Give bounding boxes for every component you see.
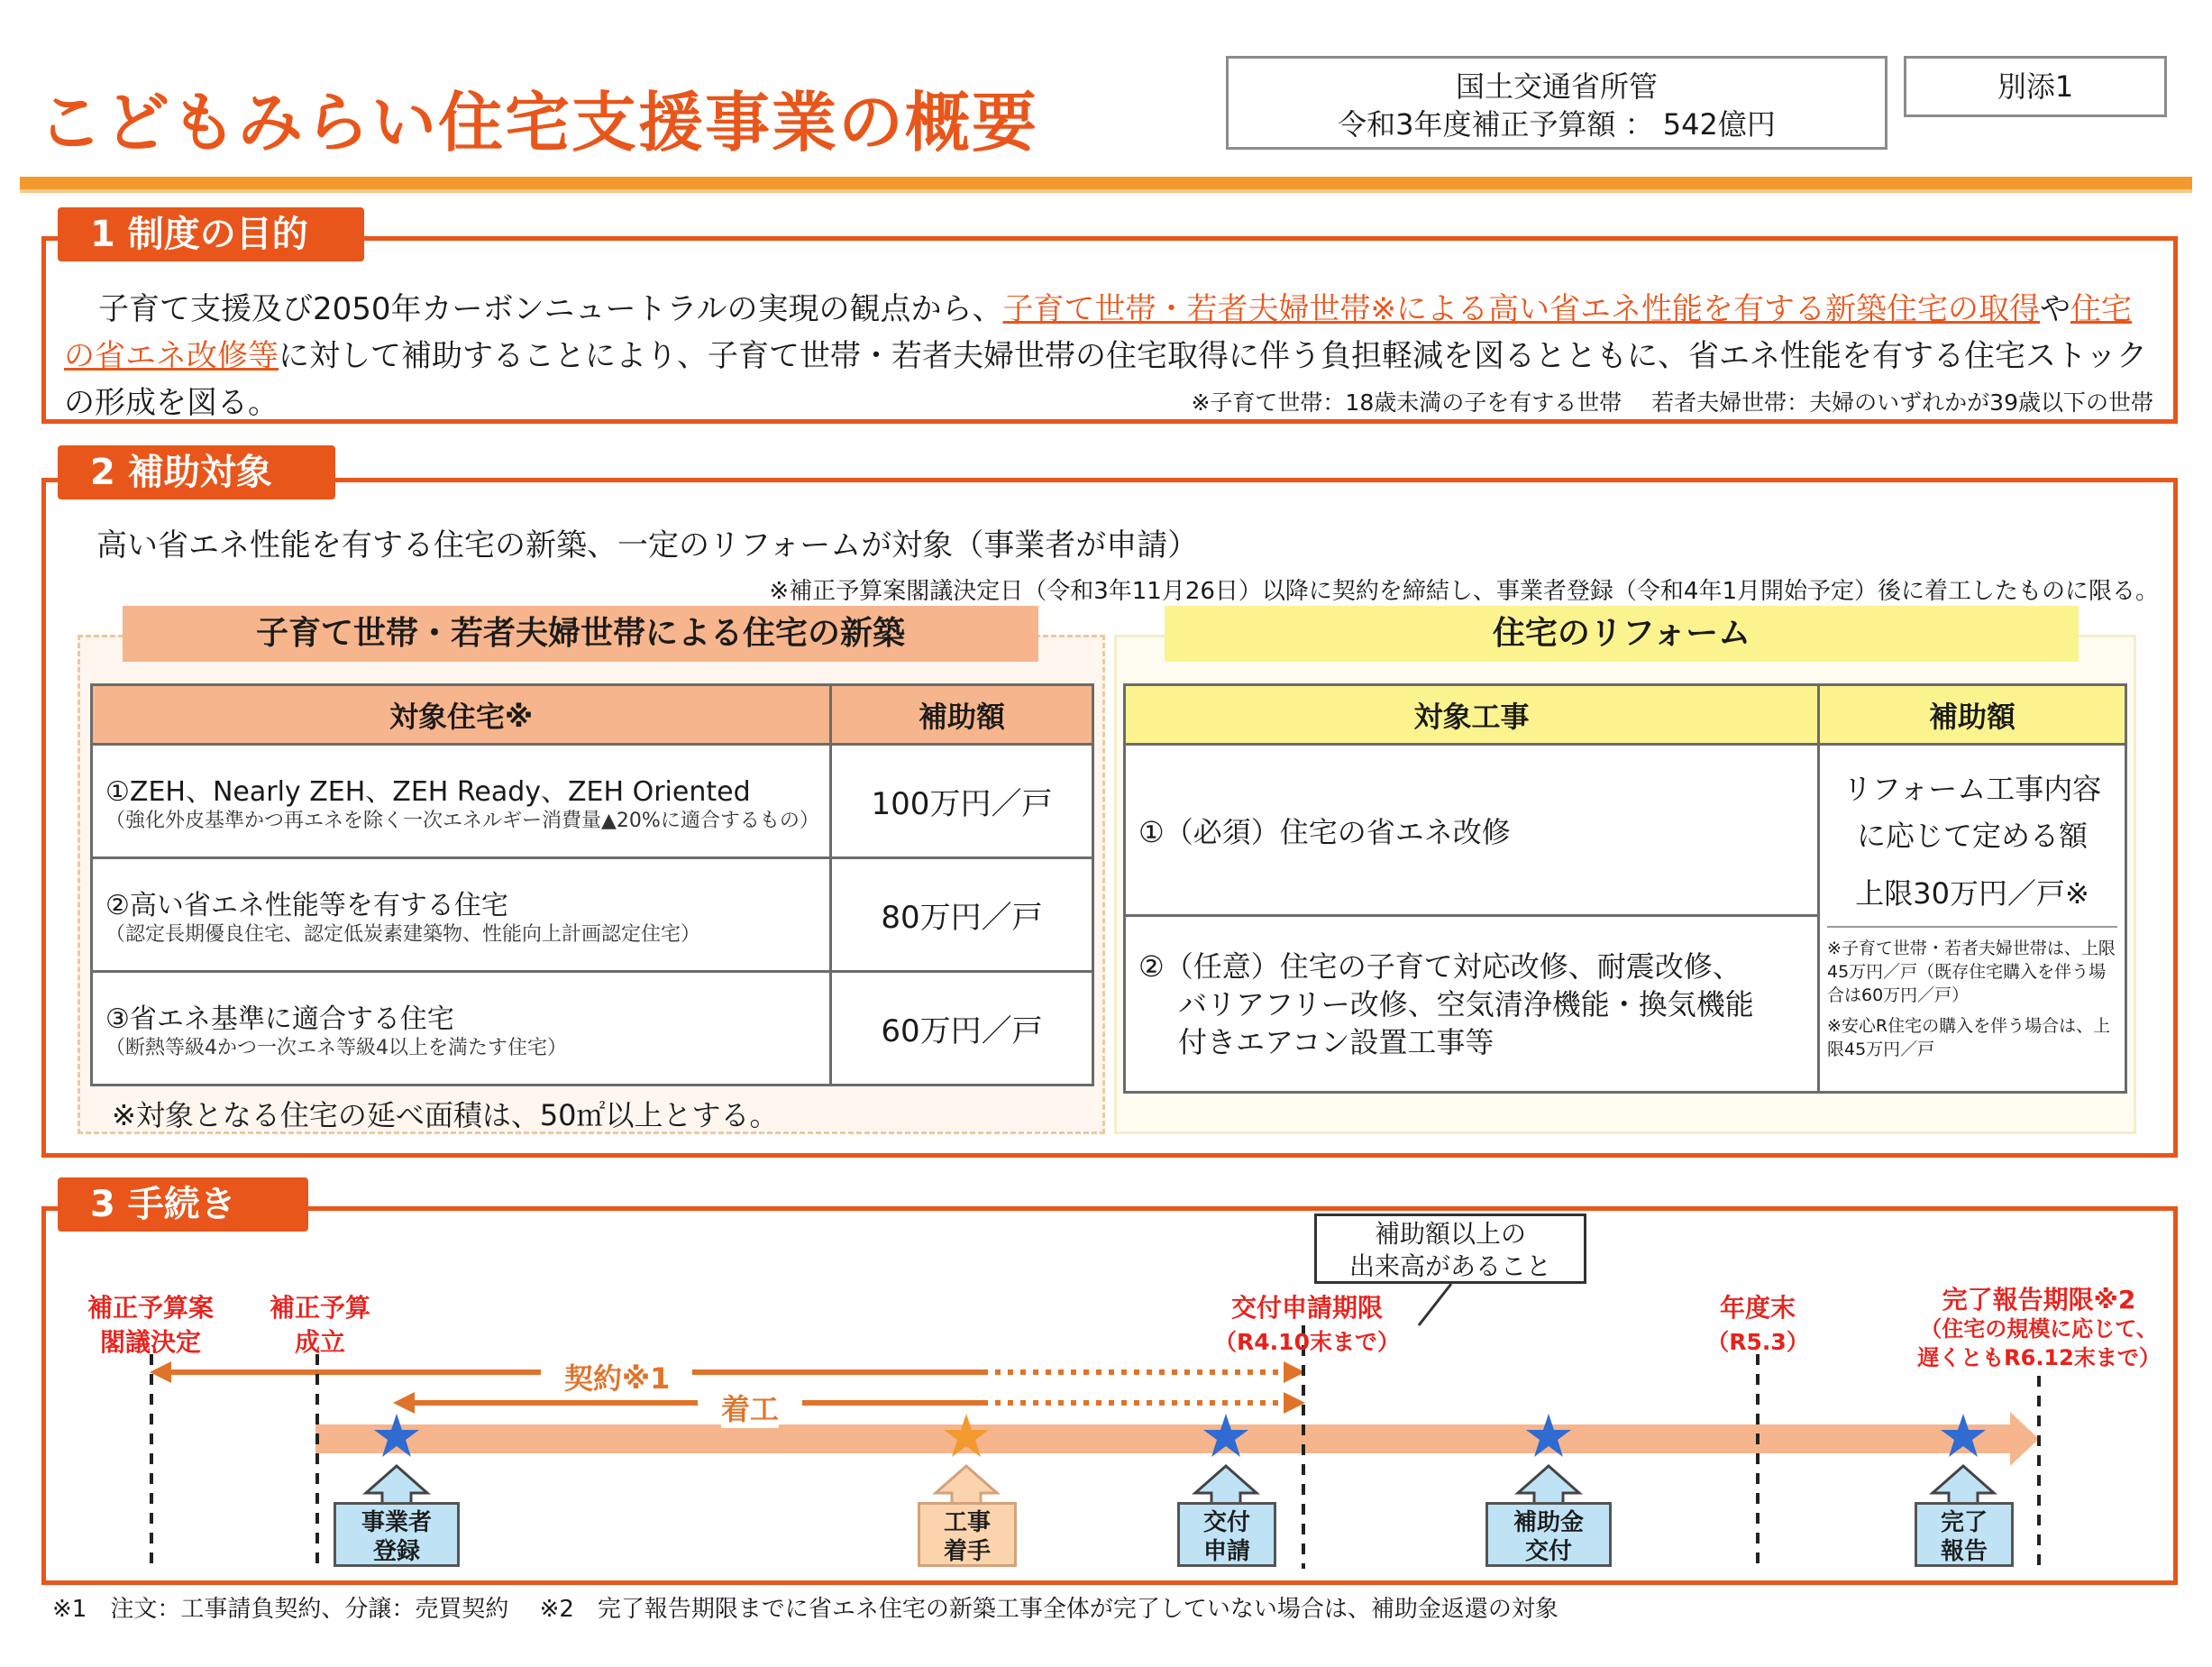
timeline-arrow bbox=[315, 1412, 2039, 1466]
step-line: 交付 bbox=[1524, 1538, 1572, 1565]
step-line: 報告 bbox=[1940, 1538, 1988, 1565]
step-line: 登録 bbox=[372, 1538, 420, 1565]
milestone-application-deadline bbox=[1208, 1291, 1406, 1360]
milestone-line: 補正予算 bbox=[269, 1293, 370, 1323]
optional-line2: バリアフリー改修、空気清浄機能・換気機能 bbox=[1178, 986, 1754, 1021]
step-line: 補助金 bbox=[1513, 1509, 1584, 1536]
col-target-work: 対象工事 bbox=[1125, 685, 1819, 745]
step-business-registration bbox=[334, 1502, 460, 1567]
milestone-line: 補正予算案 bbox=[87, 1293, 214, 1323]
eligibility-lead: 高い省エネ性能を有する住宅の新築、一定のリフォームが対象（事業者が申請） bbox=[96, 527, 1199, 563]
row-required-work: ①（必須）住宅の省エネ改修 bbox=[1125, 745, 1819, 916]
ministry-label: 国土交通省所管 bbox=[1455, 69, 1658, 104]
col-subsidy: 補助額 bbox=[1819, 685, 2126, 745]
limit-note-1: ※子育て世帯・若者夫婦世帯は、上限45万円／戸（既存住宅購入を伴う場合は60万円／戸） bbox=[1827, 939, 2116, 1005]
step-line: 完了 bbox=[1940, 1509, 1988, 1536]
purpose-footnote: ※子育て世帯：18歳未満の子を有する世帯 若者夫婦世帯：夫婦のいずれかが39歳以下の世帯 bbox=[1191, 389, 2153, 416]
row-main: ①ZEH、Nearly ZEH、ZEH Ready、ZEH Oriented bbox=[105, 775, 751, 808]
step-line: 交付 bbox=[1202, 1509, 1250, 1536]
milestone-line: 完了報告期限※2 bbox=[1942, 1285, 2136, 1314]
up-arrow-icon bbox=[366, 1466, 427, 1504]
row-amount: 60万円／戸 bbox=[831, 972, 1093, 1085]
milestone-line: 閣議決定 bbox=[99, 1327, 201, 1357]
col-subsidy: 補助額 bbox=[831, 685, 1093, 745]
callout-pointer bbox=[1419, 1284, 1451, 1325]
optional-line1: ②（任意）住宅の子育て対応改修、耐震改修、 bbox=[1138, 948, 1741, 984]
milestone-line: （R4.10末まで） bbox=[1214, 1329, 1400, 1355]
milestone-cabinet-decision bbox=[74, 1291, 227, 1360]
row-main: ②高い省エネ性能等を有する住宅 bbox=[105, 889, 508, 921]
row-sub: （断熱等級4かつ一次エネ等級4以上を満たす住宅） bbox=[105, 1036, 567, 1059]
milestone-line: （住宅の規模に応じて、 bbox=[1920, 1316, 2158, 1342]
purpose-text-c: に対して補助することにより、子育て世帯・若者夫婦世帯の住宅取得に伴う負担軽減を図るとともに、省エネ性能を有する住宅ストックの形成を図る。 bbox=[64, 338, 2147, 421]
section-heading-eligibility: 2 補助対象 bbox=[58, 445, 335, 499]
optional-line3: 付きエアコン設置工事等 bbox=[1178, 1024, 1494, 1059]
callout-line2: 出来高があること bbox=[1348, 1251, 1551, 1281]
section-heading-purpose: 1 制度の目的 bbox=[58, 207, 364, 261]
purpose-emphasis-2: 住宅の省エネ改修等 bbox=[64, 291, 2133, 374]
row-sub: （認定長期優良住宅、認定低炭素建築物、性能向上計画認定住宅） bbox=[105, 922, 701, 946]
eligibility-note: ※補正予算案閣議決定日（令和3年11月26日）以降に契約を締結し、事業者登録（令和4年1月開始予定）後に着工したものに限る。 bbox=[769, 578, 2159, 605]
construction-label: 着工 bbox=[721, 1387, 779, 1428]
step-grant-application bbox=[1177, 1502, 1276, 1567]
purpose-text-b: や bbox=[2040, 291, 2071, 327]
row-sub: （強化外皮基準かつ再エネを除く一次エネルギー消費量▲20%に適合するもの） bbox=[105, 809, 819, 832]
page-footnote: ※1 注文：工事請負契約、分譲：売買契約 ※2 完了報告期限までに省エネ住宅の新築工事全体が完了していない場合は、補助金返還の対象 bbox=[52, 1596, 1558, 1623]
up-arrow-icon bbox=[1933, 1466, 1994, 1504]
step-line: 申請 bbox=[1202, 1538, 1250, 1565]
reform-tab: 住宅のリフォーム bbox=[1165, 606, 2079, 662]
milestone-fiscal-year-end bbox=[1695, 1291, 1821, 1360]
limit-note-2: ※安心R住宅の購入を伴う場合は、上限45万円／戸 bbox=[1827, 1016, 2111, 1059]
row-amount: 80万円／戸 bbox=[831, 858, 1093, 972]
contract-label: 契約※1 bbox=[564, 1356, 670, 1397]
step-line: 工事 bbox=[943, 1509, 991, 1536]
new-build-tab: 子育て世帯・若者夫婦世帯による住宅の新築 bbox=[123, 606, 1038, 662]
col-target-housing: 対象住宅※ bbox=[92, 685, 831, 745]
amount-limit: 上限30万円／戸※ bbox=[1855, 876, 2089, 911]
amount-line2: に応じて定める額 bbox=[1856, 819, 2088, 853]
step-subsidy-payment bbox=[1485, 1502, 1612, 1567]
milestone-line: （R5.3） bbox=[1706, 1329, 1809, 1355]
callout-line1: 補助額以上の bbox=[1374, 1219, 1526, 1249]
step-line: 着手 bbox=[943, 1538, 991, 1565]
page-title: こどもみらい住宅支援事業の概要 bbox=[38, 85, 1039, 160]
up-arrow-icon bbox=[1518, 1466, 1579, 1504]
section-heading-procedure: 3 手続き bbox=[58, 1177, 308, 1232]
amount-line1: リフォーム工事内容 bbox=[1842, 772, 2102, 806]
floor-area-note: ※対象となる住宅の延べ面積は、50㎡以上とする。 bbox=[112, 1098, 779, 1132]
purpose-text-a: 子育て支援及び2050年カーボンニュートラルの実現の観点から、 bbox=[98, 291, 1003, 327]
step-construction-start bbox=[918, 1502, 1017, 1567]
milestone-line: 年度末 bbox=[1719, 1293, 1796, 1323]
step-completion-report bbox=[1915, 1502, 2014, 1567]
milestone-line: 遅くともR6.12末まで） bbox=[1917, 1345, 2161, 1370]
up-arrow-icon bbox=[1195, 1466, 1257, 1504]
purpose-emphasis-1: 子育て世帯・若者夫婦世帯※による高い省エネ性能を有する新築住宅の取得 bbox=[1002, 291, 2041, 327]
milestone-line: 交付申請期限 bbox=[1230, 1293, 1383, 1323]
attachment-label: 別添1 bbox=[1904, 56, 2167, 117]
row-amount: 100万円／戸 bbox=[831, 745, 1093, 858]
up-arrow-icon bbox=[936, 1466, 997, 1504]
milestone-budget-passed bbox=[252, 1291, 388, 1360]
milestone-report-deadline bbox=[1897, 1286, 2181, 1372]
budget-amount: 令和3年度補正予算額 ： 542億円 bbox=[1338, 107, 1776, 142]
step-line: 事業者 bbox=[361, 1509, 432, 1536]
milestone-line: 成立 bbox=[294, 1327, 345, 1357]
row-main: ③省エネ基準に適合する住宅 bbox=[105, 1003, 454, 1035]
